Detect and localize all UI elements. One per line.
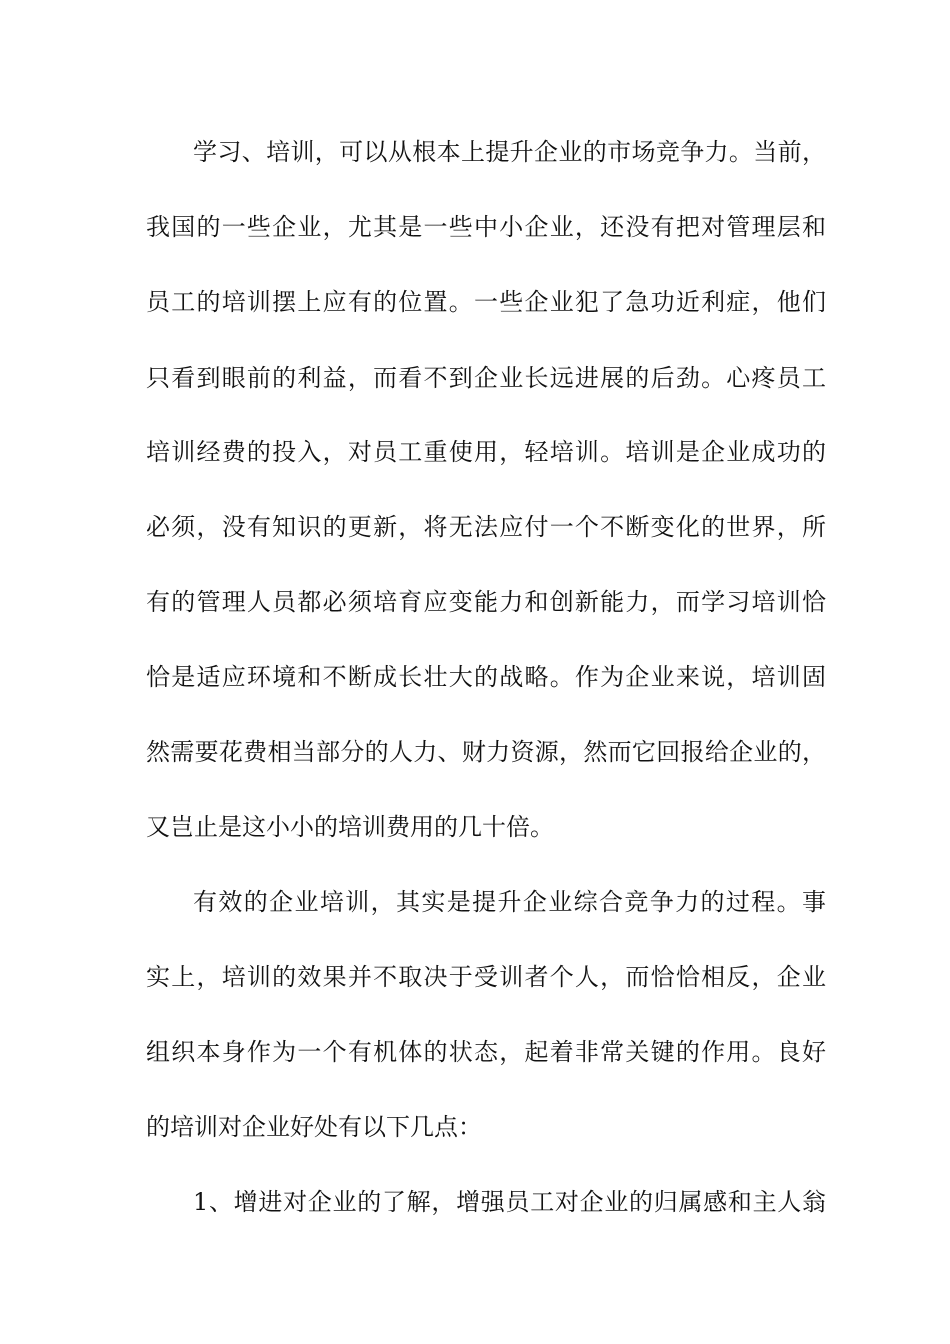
paragraph-2-line-4: 的培训对企业好处有以下几点： — [146, 1113, 482, 1141]
paragraph-1-line-9: 然需要花费相当部分的人力、财力资源，然而它回报给企业的， — [146, 738, 826, 766]
paragraph-1-line-3: 员工的培训摆上应有的位置。一些企业犯了急功近利症，他们 — [146, 288, 826, 316]
paragraph-2-line-3: 组织本身作为一个有机体的状态，起着非常关键的作用。良好 — [146, 1038, 826, 1066]
paragraph-2-line-1: 有效的企业培训，其实是提升企业综合竞争力的过程。事 — [193, 888, 826, 916]
paragraph-1-line-7: 有的管理人员都必须培育应变能力和创新能力，而学习培训恰 — [146, 588, 826, 616]
paragraph-1-line-2: 我国的一些企业，尤其是一些中小企业，还没有把对管理层和 — [146, 213, 826, 241]
paragraph-1-line-8: 恰是适应环境和不断成长壮大的战略。作为企业来说，培训固 — [146, 663, 826, 691]
paragraph-1-line-4: 只看到眼前的利益，而看不到企业长远进展的后劲。心疼员工 — [146, 364, 826, 392]
paragraph-1-line-5: 培训经费的投入，对员工重使用，轻培训。培训是企业成功的 — [146, 438, 826, 466]
paragraph-1-line-10: 又岂止是这小小的培训费用的几十倍。 — [146, 813, 554, 841]
paragraph-2-line-2: 实上，培训的效果并不取决于受训者个人，而恰恰相反，企业 — [146, 963, 826, 991]
paragraph-1-line-6: 必须，没有知识的更新，将无法应付一个不断变化的世界，所 — [146, 513, 826, 541]
paragraph-3-line-1: 1、增进对企业的了解，增强员工对企业的归属感和主人翁 — [193, 1188, 826, 1216]
paragraph-1-line-1: 学习、培训，可以从根本上提升企业的市场竞争力。当前， — [193, 138, 826, 166]
